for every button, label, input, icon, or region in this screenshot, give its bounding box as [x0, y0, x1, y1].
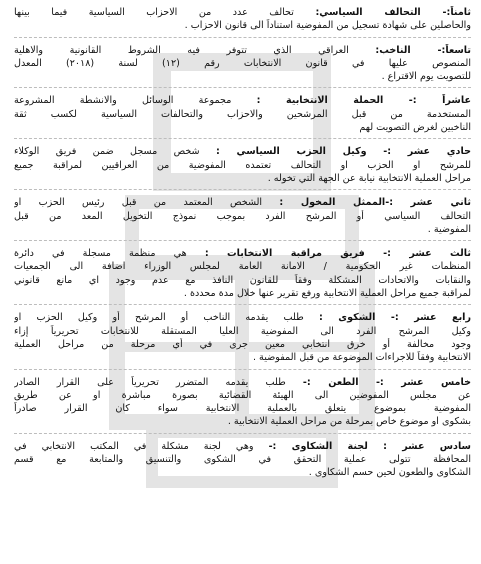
definition-section	[14, 247, 471, 305]
definition-heading: عاشراً :- الحملة الانتخابية :	[256, 95, 471, 107]
definition-line	[14, 19, 471, 32]
definition-heading: رابع عشر :- الشكوى :	[318, 312, 471, 324]
definition-text-line: المحافظة تتولى عملية التحقق في الشكوى والتنسيق والمتابعة مع قسم	[14, 454, 471, 466]
definition-text-line: والنقابات والاتحادات المشكلة وفقاً للقانون النافذ مع عدم وجود اي مانع قانوني	[14, 274, 471, 286]
definition-line	[14, 415, 471, 428]
definition-text-line: هي منظمة مسجلة في دائرة	[14, 248, 187, 260]
definition-heading: ثامناً:- التحالف السياسي:	[315, 7, 471, 18]
definition-text-line: طلب يقدمه الناخب أو المرشح أو وكيل الحزب او	[14, 312, 304, 324]
definition-text-line: الشكاوى والطعون لحين حسم الشكاوى .	[308, 467, 471, 479]
definition-text-line: مجموعة الوسائل والانشطة المشروعة	[14, 95, 232, 107]
definition-heading: حادي عشر :- وكيل الحزب السياسي :	[215, 146, 471, 158]
definition-text-line: للمرشح او الحزب او التحالف تعتمده المفوضية من العراقيين لمراقبة جميع	[14, 159, 471, 171]
definition-line	[14, 325, 471, 338]
definition-text-line: المنظمات غير الحكومية / الامانة العامة لمجلس الوزراء اضافة الى الجمعيات	[14, 261, 471, 273]
definition-text-line: عن مجلس المفوضين الى الهيئة القضائية بصورة مباشرة او عن طريق	[14, 389, 471, 401]
definition-line	[14, 108, 471, 121]
definition-line	[14, 402, 471, 415]
definition-line	[14, 260, 471, 273]
definition-line	[14, 145, 471, 158]
definition-text-line: المنصوص عليها في قانون الانتخابات رقم (١٢) لسنة (٢٠١٨) المعدل	[14, 57, 471, 69]
definition-section	[14, 376, 471, 434]
definition-line	[14, 440, 471, 453]
definition-text-line: بشكوى او موضوع خاص بمرحلة من مراحل العملية الانتخابية .	[227, 416, 471, 428]
definition-heading: خامس عشر :- الطعن :-	[302, 376, 471, 388]
definition-text-line: وهي لجنة مشكلة في المكتب الانتخابي في	[14, 440, 254, 452]
definition-text-line: للتصويت يوم الاقتراع .	[381, 71, 471, 83]
definition-line	[14, 44, 471, 57]
definition-text-line: تحالف عدد من الاحزاب السياسية فيما بينها	[14, 7, 294, 18]
definition-text-line: شخص مسجل ضمن فريق الوكلاء	[14, 146, 200, 158]
definition-section	[14, 145, 471, 190]
definition-heading: ثالث عشر :- فريق مراقبة الانتخابات :	[204, 248, 471, 260]
definitions-text	[14, 6, 471, 490]
definition-text-line: المستخدمة من قبل المرشحين والاحزاب والتحالفات السياسية لكسب ثقة	[14, 108, 471, 120]
definition-line	[14, 70, 471, 83]
definition-text-line: الانتخابية وفقاً للاجراءات الموضوعة من قبل المفوضية .	[252, 352, 471, 364]
definition-line	[14, 94, 471, 107]
definition-text-line: وكيل المرشح الفرد الى المفوضية العليا المستقلة للانتخابات تحريرياً إزاء	[14, 325, 471, 337]
definition-line	[14, 287, 471, 300]
definition-section	[14, 44, 471, 89]
definition-line	[14, 274, 471, 287]
definition-line	[14, 247, 471, 260]
definition-section	[14, 311, 471, 369]
definition-line	[14, 6, 471, 19]
definition-heading: ثاني عشر :-الممثل المخول :	[279, 197, 471, 209]
definition-line	[14, 210, 471, 223]
definition-text-line: طلب يقدمه المتضرر تحريرياً على القرار الصادر	[14, 376, 286, 388]
definition-text-line: العراقي الذي تتوفر فيه الشروط القانونية والاهلية	[14, 44, 349, 56]
definition-text-line: والحاصلين على شهادة تسجيل من المفوضية استناداً الى قانون الاحزاب .	[184, 20, 471, 32]
definition-section	[14, 94, 471, 139]
definition-line	[14, 389, 471, 402]
definition-text-line: مراحل العملية الانتخابية نيابة عن الجهة التي تخوله .	[267, 172, 471, 184]
definition-line	[14, 376, 471, 389]
definition-text-line: وجود مخالفة أو خرق انتخابي معين جرى في أي مرحلة من مراحل العملية	[14, 338, 471, 350]
definition-text-line: المفوضية .	[427, 223, 471, 235]
definition-text-line: الشخص المعتمد من قبل رئيس الحزب او	[14, 197, 263, 209]
definition-line	[14, 223, 471, 236]
definition-section	[14, 6, 471, 38]
definition-line	[14, 172, 471, 185]
definition-heading: سادس عشر : لجنة الشكاوى :-	[268, 440, 471, 452]
definition-line	[14, 159, 471, 172]
definition-line	[14, 121, 471, 134]
definition-section	[14, 440, 471, 484]
definition-section	[14, 196, 471, 241]
definition-line	[14, 453, 471, 466]
definition-heading: تاسعاً:- الناخب:	[375, 44, 471, 56]
definition-text-line: الناخبين لغرض التصويت لهم	[359, 122, 471, 134]
definition-text-line: التحالف السياسي أو المرشح الفرد بموجب نموذج التخويل المعد من قبل	[14, 210, 471, 222]
definition-line	[14, 351, 471, 364]
definition-line	[14, 311, 471, 324]
definition-line	[14, 57, 471, 70]
definition-text-line: لمراقبة جميع مراحل العملية الانتخابية ورفع تقرير عنها خلال مدة محددة .	[183, 288, 471, 300]
definition-line	[14, 338, 471, 351]
definition-line	[14, 196, 471, 209]
definition-line	[14, 466, 471, 479]
definition-text-line: المفوضية بموضوع يتعلق بالعملية الانتخابية سواء كان القرار صادراً	[14, 403, 471, 415]
